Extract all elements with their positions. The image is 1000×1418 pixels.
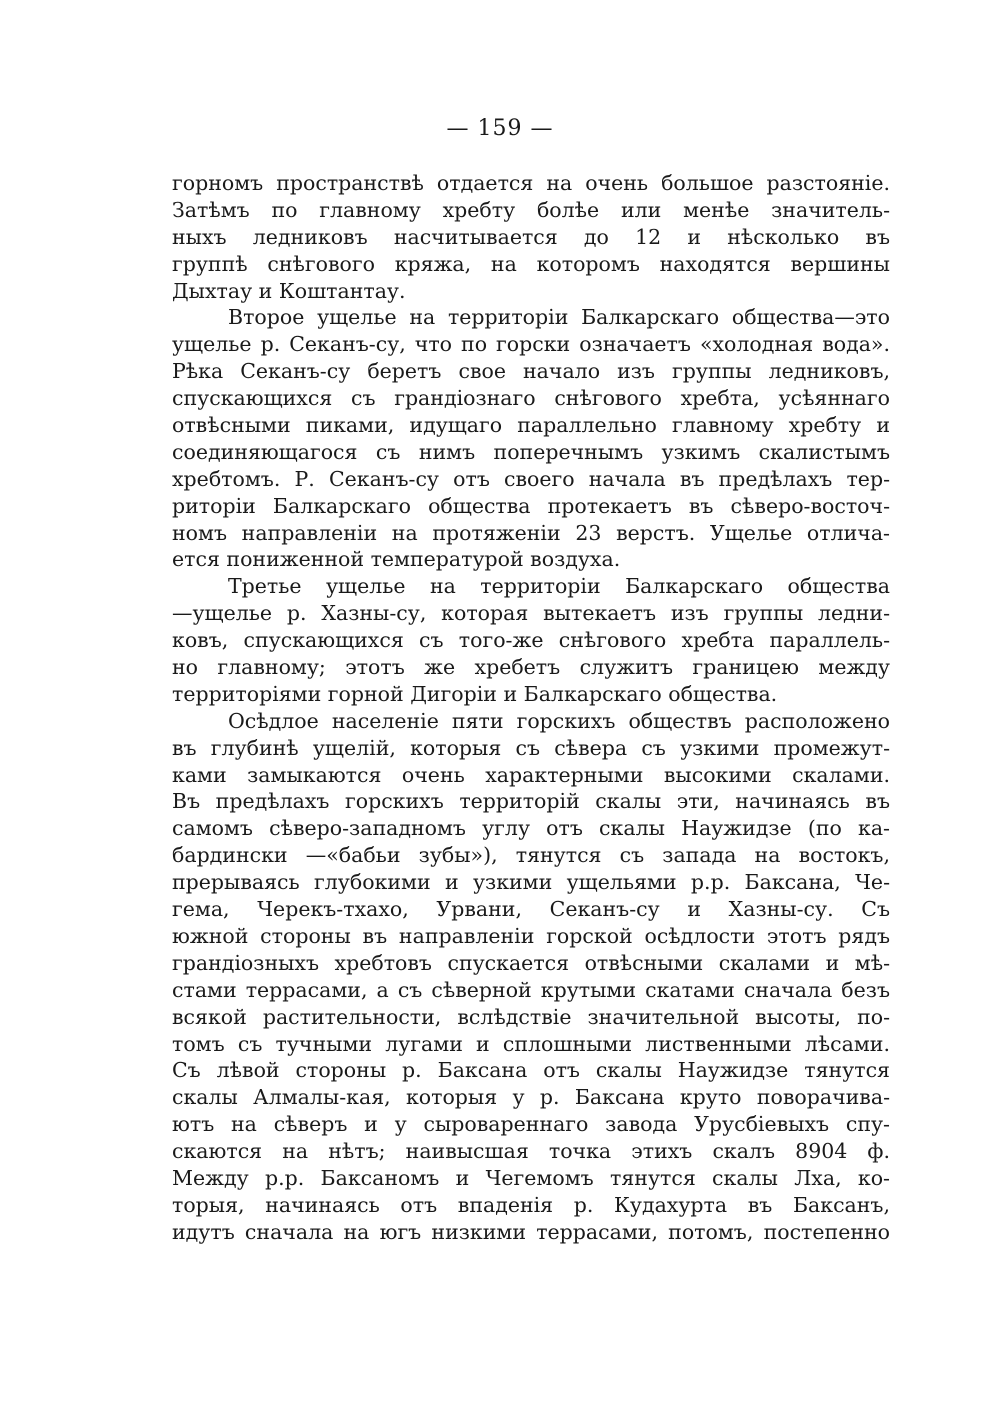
text-line: хребтомъ. Р. Секанъ-су отъ своего начала въ предѣлахъ тер- [172, 466, 890, 491]
text-line: ковъ, спускающихся съ того-же снѣгового хребта параллель- [172, 628, 890, 653]
text-line: горномъ пространствѣ отдается на очень большое разстояніе. [172, 171, 890, 195]
text-line: —ущелье р. Хазны-су, которая вытекаетъ изъ группы ледни- [172, 601, 890, 626]
text-line: спускающихся съ грандіознаго снѣгового хребта, усѣяннаго [172, 386, 890, 411]
text-line: томъ съ тучными лугами и сплошными лиственными лѣсами. [172, 1031, 890, 1056]
text-line: торыя, начинаясь отъ впаденія р. Кудахурта въ Баксанъ, [172, 1192, 890, 1217]
text-line: грандіозныхъ хребтовъ спускается отвѣсными скалами и мѣ- [172, 950, 890, 975]
text-line: гема, Черекъ-тхахо, Урвани, Секанъ-су и Хазны-су. Съ [172, 897, 890, 922]
text-line: ками замыкаются очень характерными высокими скалами. [172, 762, 890, 787]
text-line: Затѣмъ по главному хребту болѣе или менѣе значитель- [172, 197, 890, 222]
text-line: Осѣдлое населеніе пяти горскихъ обществъ расположено [228, 708, 890, 733]
text-line: ущелье р. Секанъ-су, что по горски означаетъ «холодная вода». [172, 332, 890, 357]
text-line: прерываясь глубокими и узкими ущельями р.р. Баксана, Че- [172, 870, 890, 895]
page-number: — 159 — [446, 116, 554, 141]
text-line: территоріями горной Дигоріи и Балкарскаго общества. [172, 681, 778, 706]
text-line: отвѣсными пиками, идущаго параллельно главному хребту и [172, 413, 890, 438]
text-line: Рѣка Секанъ-су беретъ свое начало изъ группы ледниковъ, [172, 359, 890, 384]
text-line: соединяющагося съ нимъ поперечнымъ узкимъ скалистымъ [172, 439, 890, 464]
text-line: Второе ущелье на территоріи Балкарскаго общества—это [228, 305, 890, 330]
text-line: бардински —«бабьи зубы»), тянутся съ запада на востокъ, [172, 843, 890, 868]
text-line: стами террасами, а съ сѣверной крутыми скатами сначала безъ [172, 977, 890, 1002]
text-line: Между р.р. Баксаномъ и Чегемомъ тянутся скалы Лха, ко- [172, 1165, 890, 1190]
text-line: группѣ снѣгового кряжа, на которомъ находятся вершины [172, 251, 890, 276]
text-line: всякой растительности, вслѣдствіе значительной высоты, по- [172, 1004, 890, 1029]
text-line: номъ направленіи на протяженіи 23 верстъ. Ущелье отлича- [172, 520, 890, 545]
text-line: Съ лѣвой стороны р. Баксана отъ скалы Наужидзе тянутся [172, 1058, 890, 1083]
text-line: ется пониженной температурой воздуха. [172, 547, 621, 572]
text-line: скалы Алмалы-кая, которыя у р. Баксана круто поворачива- [172, 1085, 890, 1110]
text-line: ныхъ ледниковъ насчитывается до 12 и нѣсколько въ [172, 224, 890, 249]
text-line: Третье ущелье на территоріи Балкарскаго общества [228, 574, 890, 599]
text-line: Въ предѣлахъ горскихъ территорій скалы эти, начинаясь въ [172, 789, 890, 814]
text-line: самомъ сѣверо-западномъ углу отъ скалы Наужидзе (по ка- [172, 816, 890, 841]
text-line: южной стороны въ направленіи горской осѣдлости этотъ рядъ [172, 923, 890, 948]
text-line: въ глубинѣ ущелій, которыя съ сѣвера съ узкими промежут- [172, 735, 890, 760]
body-text [172, 170, 890, 1246]
text-line: ютъ на сѣверъ и у сыровареннаго завода Урусбіевыхъ спу- [172, 1112, 890, 1137]
text-line: скаются на нѣтъ; наивысшая точка этихъ скалъ 8904 ф. [172, 1139, 890, 1164]
text-line: но главному; этотъ же хребетъ служитъ границею между [172, 655, 890, 680]
text-line: Дыхтау и Коштантау. [172, 278, 406, 303]
text-line: идутъ сначала на югъ низкими террасами, потомъ, постепенно [172, 1219, 890, 1244]
text-line: риторіи Балкарскаго общества протекаетъ въ сѣверо-восточ- [172, 493, 890, 518]
